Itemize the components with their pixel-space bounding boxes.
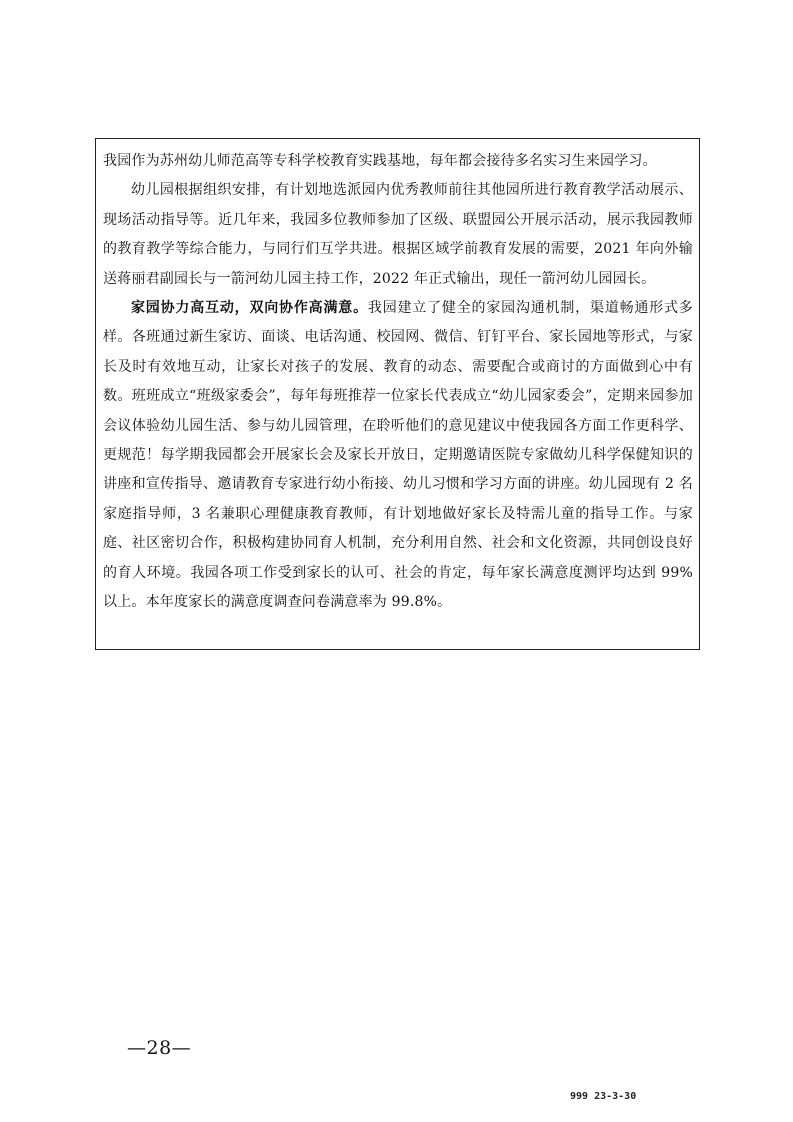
content-box — [95, 138, 700, 650]
paragraph-home-school — [103, 294, 693, 617]
paragraph-text: 我园作为苏州幼儿师范高等专科学校教育实践基地，每年都会接待多名实习生来园学习。 — [103, 153, 657, 169]
print-stamp: 999 23-3-30 — [570, 1091, 637, 1102]
paragraph-lead-heading: 家园协力高互动，双向协作高满意。 — [131, 300, 368, 317]
paragraph-text: 幼儿园根据组织安排，有计划地选派园内优秀教师前往其他园所进行教育教学活动展示、现场活动指导等。近几年来，我园多位教师参加了区级、联盟园公开展示活动，展示我园教师的教育教学等综合能力，与同行们互学共进。根据区域学前教育发展的需要，2021 年向外输送蒋丽君副园长与一箭河幼儿园主持工作，2022 年正式输出，现任一箭河幼儿园园长。 — [103, 182, 693, 287]
paragraph-practice-base — [103, 147, 693, 176]
page-number: —28— — [127, 1037, 192, 1059]
paragraph-text: 我园建立了健全的家园沟通机制，渠道畅通形式多样。各班通过新生家访、面谈、电话沟通、校园网、微信、钉钉平台、家长园地等形式，与家长及时有效地互动，让家长对孩子的发展、教育的动态、需要配合或商讨的方面做到心中有数。班班成立“班级家委会”，每年每班推荐一位家长代表成立“幼儿园家委会”，定期来园参加会议体验幼儿园生活、参与幼儿园管理，在聆听他们的意见建议中使我园各方面工作更科学、更规范！每学期我园都会开展家长会及家长开放日，定期邀请医院专家做幼儿科学保健知识的讲座和宣传指导、邀请教育专家进行幼小衔接、幼儿习惯和学习方面的讲座。幼儿园现有 2 名家庭指导师，3 名兼职心理健康教育教师，有计划地做好家长及特需儿童的指导工作。与家庭、社区密切合作，积极构建协同育人机制，充分利用自然、社会和文化资源，共同创设良好的育人环境。我园各项工作受到家长的认可、社会的肯定，每年家长满意度测评均达到 99%以上。本年度家长的满意度调查问卷满意率为 99.8%。 — [103, 300, 693, 611]
paragraph-teacher-exchange — [103, 176, 693, 294]
